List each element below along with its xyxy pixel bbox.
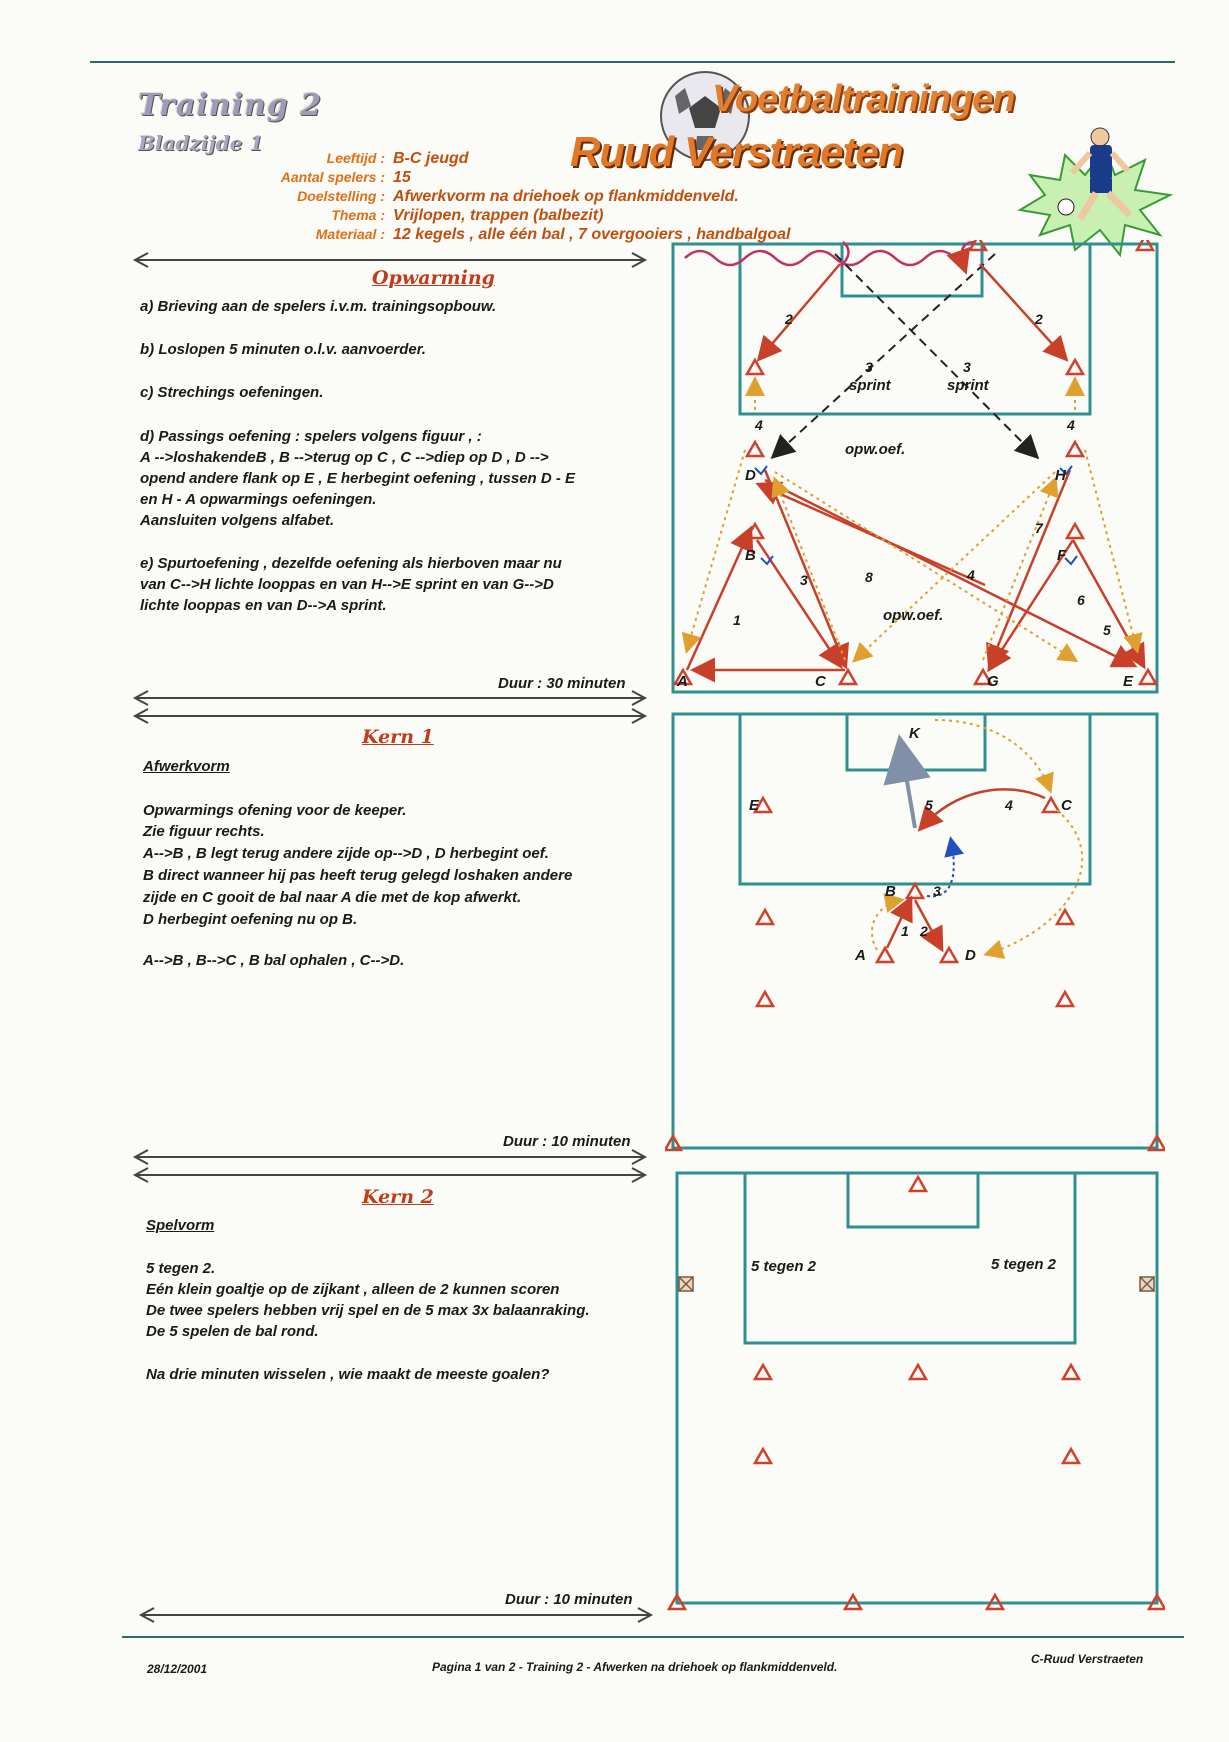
small-goal-left [679, 1277, 693, 1291]
svg-text:7: 7 [1035, 520, 1043, 536]
player-d: D [965, 947, 976, 964]
opwarming-c: c) Strechings oefeningen. [140, 384, 324, 401]
opwarming-d-line3: en H - A opwarmings oefeningen. [140, 491, 377, 508]
top-rule [90, 61, 1175, 63]
opwarming-e-line1: van C-->H lichte looppas en van H-->E sprint en van G-->D [140, 576, 554, 593]
opwarming-d-line2: opend andere flank op E , E herbegint oefening , tussen D - E [140, 470, 576, 487]
diagram-kern2 [665, 1165, 1165, 1615]
meta-row-material: Materiaal : 12 kegels , alle één bal , 7 overgooiers , handbalgoal [315, 226, 791, 243]
kern1-subtitle: Afwerkvorm [143, 758, 230, 775]
svg-text:1: 1 [733, 612, 741, 628]
player-b: B [885, 883, 896, 900]
kern2-line-1: 5 tegen 2. [146, 1260, 216, 1277]
kern2-line-2: Eén klein goaltje op de zijkant , alleen de 2 kunnen scoren [146, 1281, 560, 1298]
meta-row-theme: Thema : Vrijlopen, trappen (balbezit) [331, 207, 604, 224]
separator-arrow-4 [136, 1605, 656, 1625]
svg-text:5: 5 [925, 797, 933, 813]
opwarming-duur: Duur : 30 minuten [498, 675, 626, 692]
title-block [138, 88, 322, 155]
player-g: G [987, 673, 999, 690]
diagram-opwarming [665, 240, 1165, 700]
kern2-line-3: De twee spelers hebben vrij spel en de 5 max 3x balaanraking. [146, 1302, 590, 1319]
opwarming-a: a) Brieving aan de spelers i.v.m. trainingsopbouw. [140, 298, 497, 315]
kern2-subtitle: Spelvorm [146, 1217, 215, 1234]
kern2-title: Kern 2 [362, 1186, 434, 1208]
player-a: A [855, 947, 866, 964]
meta-row-players: Aantal spelers : 15 [280, 169, 411, 186]
player-e: E [1123, 673, 1134, 690]
kern1-title: Kern 1 [362, 726, 434, 748]
separator-arrow-3 [130, 1147, 650, 1187]
small-goal-right [1140, 1277, 1154, 1291]
player-e: E [749, 797, 760, 814]
svg-text:4: 4 [755, 417, 763, 433]
kern1-line-7: A-->B , B-->C , B bal ophalen , C-->D. [143, 952, 405, 969]
field-outline [677, 1173, 1157, 1603]
player-b: B [745, 547, 756, 564]
footer-center: Pagina 1 van 2 - Training 2 - Afwerken na driehoek op flankmiddenveld. [432, 1660, 838, 1674]
opwarming-e: e) Spurtoefening , dezelfde oefening als hierboven maar nu [140, 555, 562, 572]
svg-text:4: 4 [1067, 417, 1075, 433]
opwarming-d-line4: Aansluiten volgens alfabet. [140, 512, 335, 529]
opwarming-e-line2: lichte looppas en van D-->A sprint. [140, 597, 387, 614]
player-h: H [1055, 467, 1066, 484]
svg-text:2: 2 [1035, 311, 1043, 327]
label-5-tegen-2-right: 5 tegen 2 [991, 1256, 1057, 1273]
opwarming-d-line1: A -->loshakendeB , B -->terug op C , C -->diep op D , D --> [140, 449, 549, 466]
kern1-line-5: zijde en C gooit de bal naar A die met de kop afwerkt. [143, 889, 522, 906]
field-outline [673, 714, 1157, 1148]
svg-text:5: 5 [1103, 622, 1111, 638]
player-f: F [1057, 547, 1067, 564]
kern1-line-3: A-->B , B legt terug andere zijde op-->D , D herbegint oef. [143, 845, 549, 862]
bottom-rule [122, 1636, 1184, 1638]
training-title: Training 2 [138, 88, 323, 123]
kern2-line-4: De 5 spelen de bal rond. [146, 1323, 319, 1340]
label-opw-1: opw.oef. [845, 441, 906, 458]
player-d: D [745, 467, 756, 484]
meta-row-age: Leeftijd : B-C jeugd [326, 150, 469, 167]
meta-info [240, 150, 790, 245]
svg-text:3: 3 [933, 883, 941, 899]
svg-text:1: 1 [901, 923, 909, 939]
cones [669, 1177, 1165, 1609]
svg-text:3: 3 [963, 359, 971, 375]
kern1-line-4: B direct wanneer hij pas heeft terug gelegd loshaken andere [143, 867, 573, 884]
brand-line-1: Voetbaltrainingen [712, 78, 1015, 120]
meta-row-goal: Doelstelling : Afwerkvorm na driehoek op flankmiddenveld. [297, 188, 739, 205]
player-k: K [909, 725, 920, 742]
player-c: C [1061, 797, 1072, 814]
kern1-line-2: Zie figuur rechts. [143, 823, 265, 840]
svg-text:2: 2 [785, 311, 793, 327]
player-c: C [815, 673, 826, 690]
svg-text:6: 6 [1077, 592, 1085, 608]
kern2-duur: Duur : 10 minuten [505, 1591, 633, 1608]
opwarming-title: Opwarming [372, 267, 495, 289]
label-sprint-2: sprint [947, 377, 989, 394]
player-a: A [677, 673, 688, 690]
footer-date: 28/12/2001 [147, 1662, 208, 1676]
opwarming-b: b) Loslopen 5 minuten o.l.v. aanvoerder. [140, 341, 426, 358]
footer-right: C-Ruud Verstraeten [1031, 1652, 1144, 1666]
goal-box [848, 1173, 978, 1227]
kern1-duur: Duur : 10 minuten [503, 1133, 631, 1150]
svg-text:4: 4 [967, 567, 975, 583]
svg-text:4: 4 [1005, 797, 1013, 813]
svg-text:8: 8 [865, 569, 873, 585]
page-label: Bladzijde 1 [138, 131, 264, 155]
svg-text:2: 2 [920, 923, 928, 939]
diagram-kern1 [665, 710, 1165, 1160]
brand-line-2: Ruud Verstraeten [570, 128, 903, 175]
label-5-tegen-2-left: 5 tegen 2 [751, 1258, 817, 1275]
separator-arrow-2 [130, 688, 650, 728]
kern1-line-1: Opwarmings ofening voor de keeper. [143, 802, 407, 819]
kern1-line-6: D herbegint oefening nu op B. [143, 911, 358, 928]
opwarming-d: d) Passings oefening : spelers volgens figuur , : [140, 428, 482, 445]
kern2-line-5: Na drie minuten wisselen , wie maakt de meeste goalen? [146, 1366, 550, 1383]
svg-text:3: 3 [800, 572, 808, 588]
wavy-line [685, 251, 955, 265]
svg-text:3: 3 [865, 359, 873, 375]
label-sprint-1: sprint [849, 377, 891, 394]
label-opw-2: opw.oef. [883, 607, 944, 624]
